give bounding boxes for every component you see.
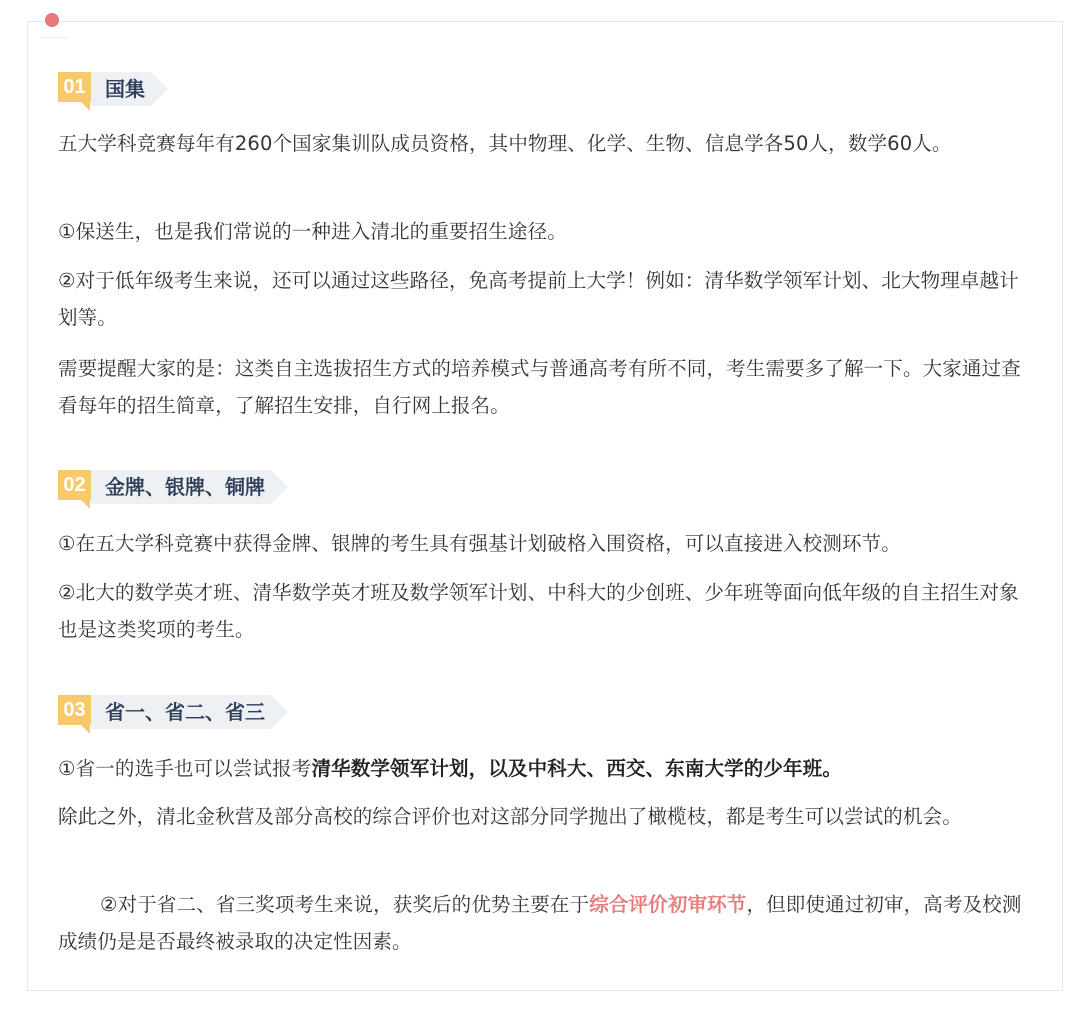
section-title-bar	[91, 72, 151, 106]
paragraph-text: ，但即使通过初审，高考及校测成绩仍是是否最终被录取的决定性因素。	[58, 893, 1022, 953]
paragraph	[58, 886, 1038, 960]
paragraph-text: ②对于省二、省三奖项考生来说，获奖后的优势主要在于	[100, 893, 590, 916]
paragraph: ②对于低年级考生来说，还可以通过这些路径，免高考提前上大学！例如：清华数学领军计划、北大物理卓越计划等。	[58, 269, 1019, 329]
paragraph: ①在五大学科竞赛中获得金牌、银牌的考生具有强基计划破格入围资格，可以直接进入校测环节。	[58, 532, 901, 555]
section-title: 国集	[105, 77, 145, 101]
decorative-line	[40, 37, 68, 38]
paragraph: 需要提醒大家的是：这类自主选拔招生方式的培养模式与普通高考有所不同，考生需要多了解一下。大家通过查看每年的招生简章，了解招生安排，自行网上报名。	[58, 357, 1021, 417]
number-badge	[58, 72, 91, 112]
paragraph: 五大学科竞赛每年有260个国家集训队成员资格，其中物理、化学、生物、信息学各50人，数学60人。	[58, 132, 952, 155]
section-title: 省一、省二、省三	[105, 700, 265, 724]
number-badge	[58, 695, 91, 735]
section-number: 03	[63, 699, 86, 721]
section-number: 01	[63, 76, 86, 98]
paragraph-text: ①省一的选手也可以尝试报考	[58, 757, 312, 780]
paragraph	[58, 750, 1038, 787]
paragraph: ①保送生，也是我们常说的一种进入清北的重要招生途径。	[58, 220, 567, 243]
article-card	[27, 21, 1063, 991]
paragraph: ②北大的数学英才班、清华数学英才班及数学领军计划、中科大的少创班、少年班等面向低年级的自主招生对象也是这类奖项的考生。	[58, 581, 1019, 641]
bold-text: 清华数学领军计划，以及中科大、西交、东南大学的少年班。	[311, 757, 842, 780]
number-badge	[58, 470, 91, 510]
highlighted-text: 综合评价初审环节	[589, 893, 747, 916]
paragraph: 除此之外，清北金秋营及部分高校的综合评价也对这部分同学抛出了橄榄枝，都是考生可以尝试的机会。	[58, 805, 962, 828]
section-title-bar	[91, 470, 271, 504]
section-title: 金牌、银牌、铜牌	[105, 475, 265, 499]
decorative-dot	[45, 13, 59, 27]
section-number: 02	[63, 474, 86, 496]
section-title-bar	[91, 695, 271, 729]
